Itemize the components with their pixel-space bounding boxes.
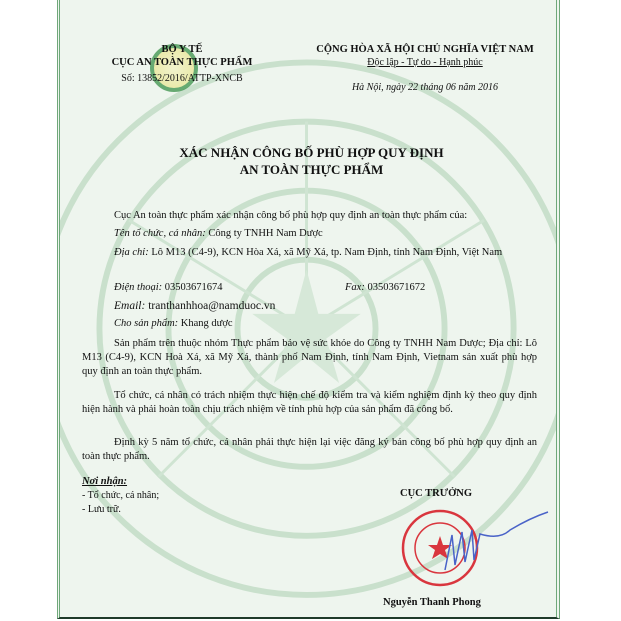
fax-value: 03503671672 (367, 282, 426, 293)
title-line-2: AN TOÀN THỰC PHẨM (239, 162, 384, 177)
certificate-document (57, 0, 560, 619)
paragraph-renewal: Định kỳ 5 năm tổ chức, cá nhân phải thực hiện lại việc đăng ký bản công bố phù hợp quy định an toàn thực phẩm. (82, 437, 537, 462)
org-label: Tên tổ chức, cá nhân: (114, 228, 206, 239)
recipient-item: - Tổ chức, cá nhân; (82, 490, 160, 501)
title-line-1: XÁC NHẬN CÔNG BỐ PHÙ HỢP QUY ĐỊNH (179, 145, 444, 160)
email-value: tranthanhhoa@namduoc.vn (148, 300, 276, 312)
fax-label: Fax: (345, 282, 365, 293)
ministry-name: BỘ Y TẾ (161, 44, 203, 55)
agency-name: CỤC AN TOÀN THỰC PHẨM (111, 57, 253, 68)
phone-label: Điện thoại: (114, 282, 163, 293)
document-number: Số: 13852/2016/ATTP-XNCB (121, 73, 243, 84)
recipient-item: - Lưu trữ. (82, 504, 121, 515)
product-label: Cho sản phẩm: (114, 318, 179, 329)
org-value: Công ty TNHH Nam Dược (208, 228, 323, 239)
address-label: Địa chỉ: (114, 247, 149, 258)
product-value: Khang dược (180, 318, 233, 329)
recipients-label: Nơi nhận: (82, 476, 128, 487)
paragraph-product-group: Sản phẩm trên thuộc nhóm Thực phẩm bảo vệ sức khỏe do Công ty TNHH Nam Dược; Địa chỉ: Lô M13 (C4-9), KCN Hoà Xá, xã Mỹ Xá, thành phố Nam Định, tỉnh Nam Định, Vietnam sản xuất phù hợp quy định an toàn thực phẩm. (82, 338, 537, 377)
address-value: Lô M13 (C4-9), KCN Hòa Xá, xã Mỹ Xá, tp. Nam Định, tỉnh Nam Định, Việt Nam (151, 247, 503, 258)
national-motto: Độc lập - Tự do - Hạnh phúc (367, 57, 483, 68)
email-label: Email: (114, 300, 146, 312)
nation-name: CỘNG HÒA XÃ HỘI CHỦ NGHĨA VIỆT NAM (316, 44, 534, 55)
intro-text: Cục An toàn thực phẩm xác nhận công bố phù hợp quy định an toàn thực phẩm của: (114, 210, 468, 221)
handwritten-signature (440, 510, 550, 580)
paragraph-responsibility: Tổ chức, cá nhân có trách nhiệm thực hiện chế độ kiểm tra và kiểm nghiệm định kỳ theo quy định hiện hành và phải hoàn toàn chịu trách nhiệm về tính phù hợp của sản phẩm đã công bố. (82, 390, 537, 415)
signer-title: CỤC TRƯỞNG (400, 488, 473, 499)
issue-date: Hà Nội, ngày 22 tháng 06 năm 2016 (351, 82, 499, 93)
signer-name: Nguyễn Thanh Phong (383, 597, 481, 608)
phone-value: 03503671674 (164, 282, 223, 293)
